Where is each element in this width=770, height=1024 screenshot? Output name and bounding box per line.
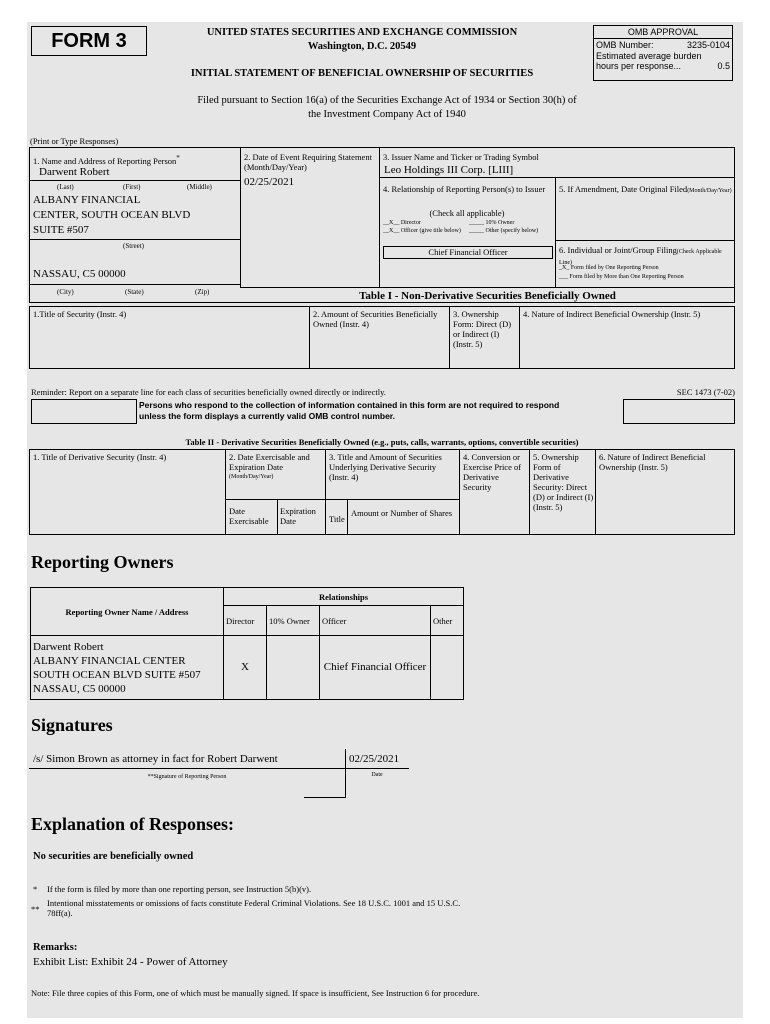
form-label: FORM 3 — [31, 26, 147, 56]
officer-header: Officer — [320, 606, 431, 636]
event-date: 02/25/2021 — [244, 176, 295, 188]
first-label: (First) — [123, 183, 141, 191]
box4-label: 4. Relationship of Reporting Person(s) to Issuer — [383, 184, 546, 194]
footer-note: Note: File three copies of this Form, one of which must be manually signed. If space is insufficient, See Instruction 6 for procedure. — [31, 988, 480, 998]
table2-col4: 4. Conversion or Exercise Price of Derivative Security — [463, 452, 522, 492]
sec-number: SEC 1473 (7-02) — [676, 387, 735, 397]
ten-percent-header: 10% Owner — [267, 606, 320, 636]
signature-date: 02/25/2021 — [349, 753, 400, 765]
reporting-owners-table — [30, 587, 464, 700]
filed-pursuant-line2: the Investment Company Act of 1940 — [308, 109, 466, 120]
ten-percent-option: _____ 10% Owner — [469, 220, 515, 226]
director-option: __X__ Director — [383, 220, 421, 226]
last-label: (Last) — [57, 183, 74, 191]
table2-title: Table II - Derivative Securities Beneficially Owned (e.g., puts, calls, warrants, options, convertible securities) — [185, 437, 579, 447]
reporter-name: Darwent Robert — [39, 166, 110, 178]
explanation-note: No securities are beneficially owned — [33, 851, 194, 862]
omb-number-label: OMB Number: — [596, 40, 654, 50]
table2-col2: 2. Date Exercisable and Expiration Date — [229, 452, 310, 472]
director-header: Director — [224, 606, 267, 636]
table2-date-exercisable: Date Exercisable — [229, 506, 269, 526]
city-line: NASSAU, C5 00000 — [33, 268, 126, 280]
table2-col2-sub: (Month/Day/Year) — [229, 474, 274, 480]
signatures-heading: Signatures — [31, 715, 113, 735]
table1-col4: 4. Nature of Indirect Beneficial Ownership (Instr. 5) — [523, 309, 701, 319]
omb-burden-line: Estimated average burden — [596, 50, 702, 61]
table1-col3: 3. Ownership Form: Direct (D) or Indirect (I) (Instr. 5) — [453, 309, 512, 349]
table2-col3-title: Title — [329, 514, 345, 524]
date-label: Date — [371, 772, 383, 778]
owner-name: Darwent Robert — [33, 640, 104, 653]
table1-col2: 2. Amount of Securities Beneficially Owned (Instr. 4) — [313, 309, 438, 329]
table1-col1: 1.Title of Security (Instr. 4) — [33, 309, 127, 319]
footnote-1-mark: * — [33, 884, 38, 894]
agency-location: Washington, D.C. 20549 — [307, 41, 417, 52]
signature-text: /s/ Simon Brown as attorney in fact for Robert Darwent — [33, 753, 278, 765]
box6-option-one: _X_ Form filed by One Reporting Person — [559, 265, 659, 271]
table2-col3-amount: Amount or Number of Shares — [351, 508, 453, 518]
street-line1: ALBANY FINANCIAL — [33, 194, 141, 206]
explanation-heading: Explanation of Responses: — [31, 814, 235, 834]
owner-address-cell — [31, 636, 224, 700]
signature-label: **Signature of Reporting Person — [147, 774, 227, 780]
omb-title: OMB APPROVAL — [594, 26, 732, 39]
street-line3: SUITE #507 — [33, 224, 89, 236]
omb-control-right-box — [623, 399, 735, 424]
table2-col6: 6. Nature of Indirect Beneficial Ownership (Instr. 5) — [599, 452, 706, 472]
table2-col1: 1. Title of Derivative Security (Instr. 4) — [33, 452, 167, 462]
footnote-1: If the form is filed by more than one reporting person, see Instruction 5(b)(v). — [47, 884, 312, 894]
filed-pursuant-line1: Filed pursuant to Section 16(a) of the Securities Exchange Act of 1934 or Section 30(h) of — [197, 95, 577, 106]
box3-label: 3. Issuer Name and Ticker or Trading Symbol — [383, 152, 539, 162]
street-line2: CENTER, SOUTH OCEAN BLVD — [33, 209, 191, 221]
footnote-2: Intentional misstatements or omissions of facts constitute Federal Criminal Violations. See 18 U.S.C. 1001 and 15 U.S.C. 78ff(a). — [47, 898, 461, 918]
street-label: (Street) — [123, 242, 144, 250]
table2-expiration-date: Expiration Date — [280, 506, 316, 526]
box2-label: 2. Date of Event Requiring Statement (Month/Day/Year) — [244, 152, 372, 172]
omb-approval-box — [593, 25, 733, 81]
footnote-2-mark: ** — [31, 904, 40, 914]
other-value — [431, 636, 464, 700]
director-value: X — [224, 636, 267, 700]
officer-option: __X__ Officer (give title below) — [383, 228, 461, 234]
officer-value: Chief Financial Officer — [320, 636, 431, 700]
form-title: INITIAL STATEMENT OF BENEFICIAL OWNERSHIP OF SECURITIES — [190, 68, 534, 79]
owner-address-line2: SOUTH OCEAN BLVD SUITE #507 — [33, 668, 201, 681]
owner-name-header: Reporting Owner Name / Address — [31, 588, 224, 636]
owner-address-line3: NASSAU, C5 00000 — [33, 682, 126, 695]
agency-name: UNITED STATES SECURITIES AND EXCHANGE COMMISSION — [206, 27, 518, 38]
reporting-owners-heading: Reporting Owners — [31, 552, 174, 572]
omb-control-left-box — [31, 399, 137, 424]
remarks-text: Exhibit List: Exhibit 24 - Power of Attorney — [33, 956, 228, 968]
box6-option-multiple: ___ Form filed by More than One Reporting Person — [559, 274, 684, 280]
box5-label: 5. If Amendment, Date Original Filed(Month/Day/Year) — [559, 184, 732, 194]
omb-burden-value: 0.5 — [717, 61, 730, 71]
omb-control-notice: Persons who respond to the collection of information contained in this form are not required to respond unless the form displays a currently valid OMB control number. — [139, 400, 560, 421]
other-header: Other — [431, 606, 464, 636]
box1-label: 1. Name and Address of Reporting Person* — [33, 154, 180, 166]
remarks-label: Remarks: — [33, 942, 78, 953]
box6-label: 6. Individual or Joint/Group Filing(Check Applicable Line) — [559, 245, 722, 266]
omb-number-value: 3235-0104 — [686, 40, 730, 50]
ten-percent-value — [267, 636, 320, 700]
table2-col5: 5. Ownership Form of Derivative Security: Direct (D) or Indirect (I) (Instr. 5) — [533, 452, 594, 512]
reminder-text: Reminder: Report on a separate line for each class of securities beneficially owned directly or indirectly. — [31, 387, 386, 397]
state-label: (State) — [125, 288, 144, 296]
owner-address-line1: ALBANY FINANCIAL CENTER — [33, 654, 186, 667]
check-all-applicable: (Check all applicable) — [429, 208, 505, 218]
print-note: (Print or Type Responses) — [30, 136, 119, 146]
form-page — [27, 22, 743, 1018]
officer-title: Chief Financial Officer — [383, 246, 553, 259]
omb-burden-label: hours per response... — [596, 61, 682, 71]
city-label: (City) — [57, 288, 74, 296]
issuer-name: Leo Holdings III Corp. [LIII] — [384, 164, 514, 176]
table1-title: Table I - Non-Derivative Securities Beneficially Owned — [359, 290, 616, 302]
other-option: _____ Other (specify below) — [469, 228, 539, 234]
table2-col3: 3. Title and Amount of Securities Underlying Derivative Security (Instr. 4) — [329, 452, 442, 482]
middle-label: (Middle) — [187, 183, 212, 191]
zip-label: (Zip) — [195, 288, 210, 296]
relationships-header: Relationships — [224, 588, 464, 606]
